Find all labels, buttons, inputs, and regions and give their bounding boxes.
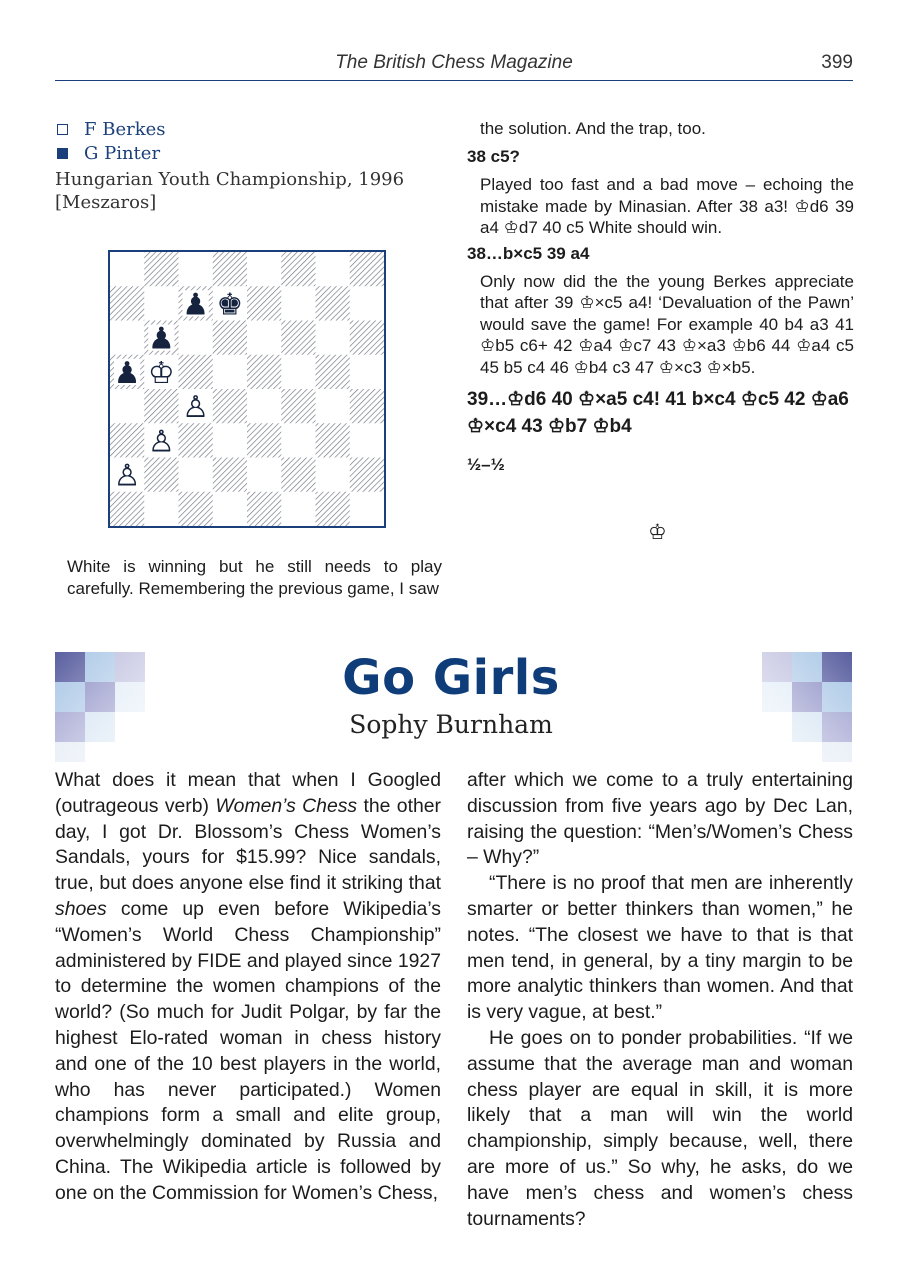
light-square: [316, 458, 351, 493]
note-39: Only now did the the young Berkes appreciate that after 39 ♔×c5 a4! ‘Devaluation of the Pawn’ would save the game! For example 40 b4 a3 41 ♔b5 c6+ 42 ♔a4 ♔c7 43 ♔×a3 ♔b6 44 ♔a4 c5 45 b5 c4 46 ♔b4 c3 47 ♔×c3 ♔×b5.: [480, 271, 854, 377]
dark-square: [281, 389, 316, 424]
dark-square: [144, 252, 179, 287]
dark-square: [247, 286, 282, 321]
light-square: [179, 458, 214, 493]
light-square: [110, 321, 145, 356]
black-pawn-icon: ♟: [182, 287, 210, 323]
diagram-caption: White is winning but he still needs to play carefully. Remembering the previous game, I saw: [67, 557, 442, 598]
white-square-icon: [57, 124, 68, 135]
game-annotations: [467, 118, 854, 482]
page-number: 399: [821, 52, 853, 73]
dark-square: [179, 492, 214, 526]
article-author: Sophy Burnham: [349, 710, 553, 739]
move-39-43: 39…♔d6 40 ♔×a5 c4! 41 b×c4 ♔c5 42 ♔a6 ♔×c4 43 ♔b7 ♔b4: [467, 389, 849, 437]
white-pawn-icon: ♙: [182, 390, 210, 426]
event-name: Hungarian Youth Championship, 1996 [Meszaros]: [55, 169, 405, 213]
dark-square: [350, 389, 384, 424]
dark-square: [316, 492, 351, 526]
white-king-icon: ♔: [147, 355, 175, 391]
dark-square: [316, 355, 351, 390]
dark-square: [213, 458, 248, 493]
light-square: [247, 389, 282, 424]
move-38: 38 c5?: [467, 147, 520, 166]
dark-square: [213, 252, 248, 287]
light-square: [281, 355, 316, 390]
dark-square: [247, 492, 282, 526]
article-column-left: [55, 768, 441, 1207]
move-38-39: 38…b×c5 39 a4: [467, 243, 590, 263]
article-paragraph: What does it mean that when I Googled (outrageous verb) Women’s Chess the other day, I got Dr. Blossom’s Chess Women’s Sandals, yours for $15.99? Nice sandals, true, but does anyone else find it striking that shoes come up even before Wikipedia’s “Women’s World Chess Championship” administered by FIDE and played since 1927 to determine the women champions of the world? (So much for Judit Polgar, by far the highest Elo-rated woman in chess history and one of the 10 best players in the world, who has never participated.) Women champions form a small and elite group, overwhelmingly dominated by Russia and China. The Wikipedia article is followed by one on the Commission for Women’s Chess,: [55, 769, 441, 1204]
chess-board: [110, 252, 384, 526]
article-paragraph: He goes on to ponder probabilities. “If we assume that the average man and woman chess player are equal in skill, it is more likely that a man will win the world championship, simply because, well, there are more of us.” So why, he asks, do we have men’s chess and women’s chess tournaments?: [467, 1026, 853, 1230]
white-pawn-icon: ♙: [113, 458, 141, 494]
dark-square: [281, 458, 316, 493]
light-square: [316, 389, 351, 424]
annotation-continuation: the solution. And the trap, too.: [480, 119, 706, 138]
light-square: [213, 492, 248, 526]
dark-square: [350, 252, 384, 287]
light-square: [110, 389, 145, 424]
light-square: [144, 286, 179, 321]
dark-square: [350, 321, 384, 356]
article-paragraph: “There is no proof that men are inherently smarter or better thinkers than women,” he notes. “The closest we have to that is that men tend, in general, by a tiny margin to be more analytic thinkers than women. And that is very vague, at best.”: [467, 872, 853, 1024]
magazine-title: The British Chess Magazine: [335, 52, 573, 73]
black-pawn-icon: ♟: [147, 321, 175, 357]
dark-square: [144, 389, 179, 424]
dark-square: [110, 286, 145, 321]
light-square: [247, 458, 282, 493]
light-square: [213, 355, 248, 390]
light-square: [281, 423, 316, 458]
light-square: [350, 355, 384, 390]
light-square: [247, 252, 282, 287]
light-square: [350, 492, 384, 526]
dark-square: [350, 458, 384, 493]
dark-square: [316, 286, 351, 321]
light-square: [281, 286, 316, 321]
dark-square: [247, 355, 282, 390]
dark-square: [179, 355, 214, 390]
dark-square: [179, 423, 214, 458]
dark-square: [144, 458, 179, 493]
dark-square: [281, 321, 316, 356]
white-player: F Berkes: [55, 118, 445, 142]
game-result: ½–½: [467, 455, 505, 474]
dark-square: [316, 423, 351, 458]
black-player: G Pinter: [55, 142, 445, 166]
dark-square: [281, 252, 316, 287]
chess-diagram: [108, 250, 386, 528]
running-header: [55, 50, 853, 81]
light-square: [144, 492, 179, 526]
dark-square: [213, 321, 248, 356]
light-square: [316, 252, 351, 287]
dark-square: [247, 423, 282, 458]
light-square: [281, 492, 316, 526]
king-end-icon: ♔: [648, 521, 667, 544]
article-column-right: [467, 768, 853, 1232]
note-38: Played too fast and a bad move – echoing the mistake made by Minasian. After 38 a3! ♔d6 39 a4 ♔d7 40 c5 White should win.: [480, 175, 854, 237]
dark-square: [213, 389, 248, 424]
dark-square: [110, 423, 145, 458]
light-square: [110, 252, 145, 287]
light-square: [179, 252, 214, 287]
light-square: [179, 321, 214, 356]
light-square: [350, 286, 384, 321]
dark-square: [110, 492, 145, 526]
black-pawn-icon: ♟: [113, 355, 141, 391]
light-square: [350, 423, 384, 458]
article-paragraph: after which we come to a truly entertaining discussion from five years ago by Dec Lan, raising the question: “Men’s/Women’s Chess – Why?”: [467, 769, 853, 869]
black-square-icon: [57, 148, 68, 159]
black-king-icon: ♚: [216, 287, 244, 323]
article-title: Go Girls: [342, 650, 560, 706]
light-square: [247, 321, 282, 356]
game-header: [55, 118, 445, 214]
light-square: [316, 321, 351, 356]
white-pawn-icon: ♙: [147, 424, 175, 460]
light-square: [213, 423, 248, 458]
